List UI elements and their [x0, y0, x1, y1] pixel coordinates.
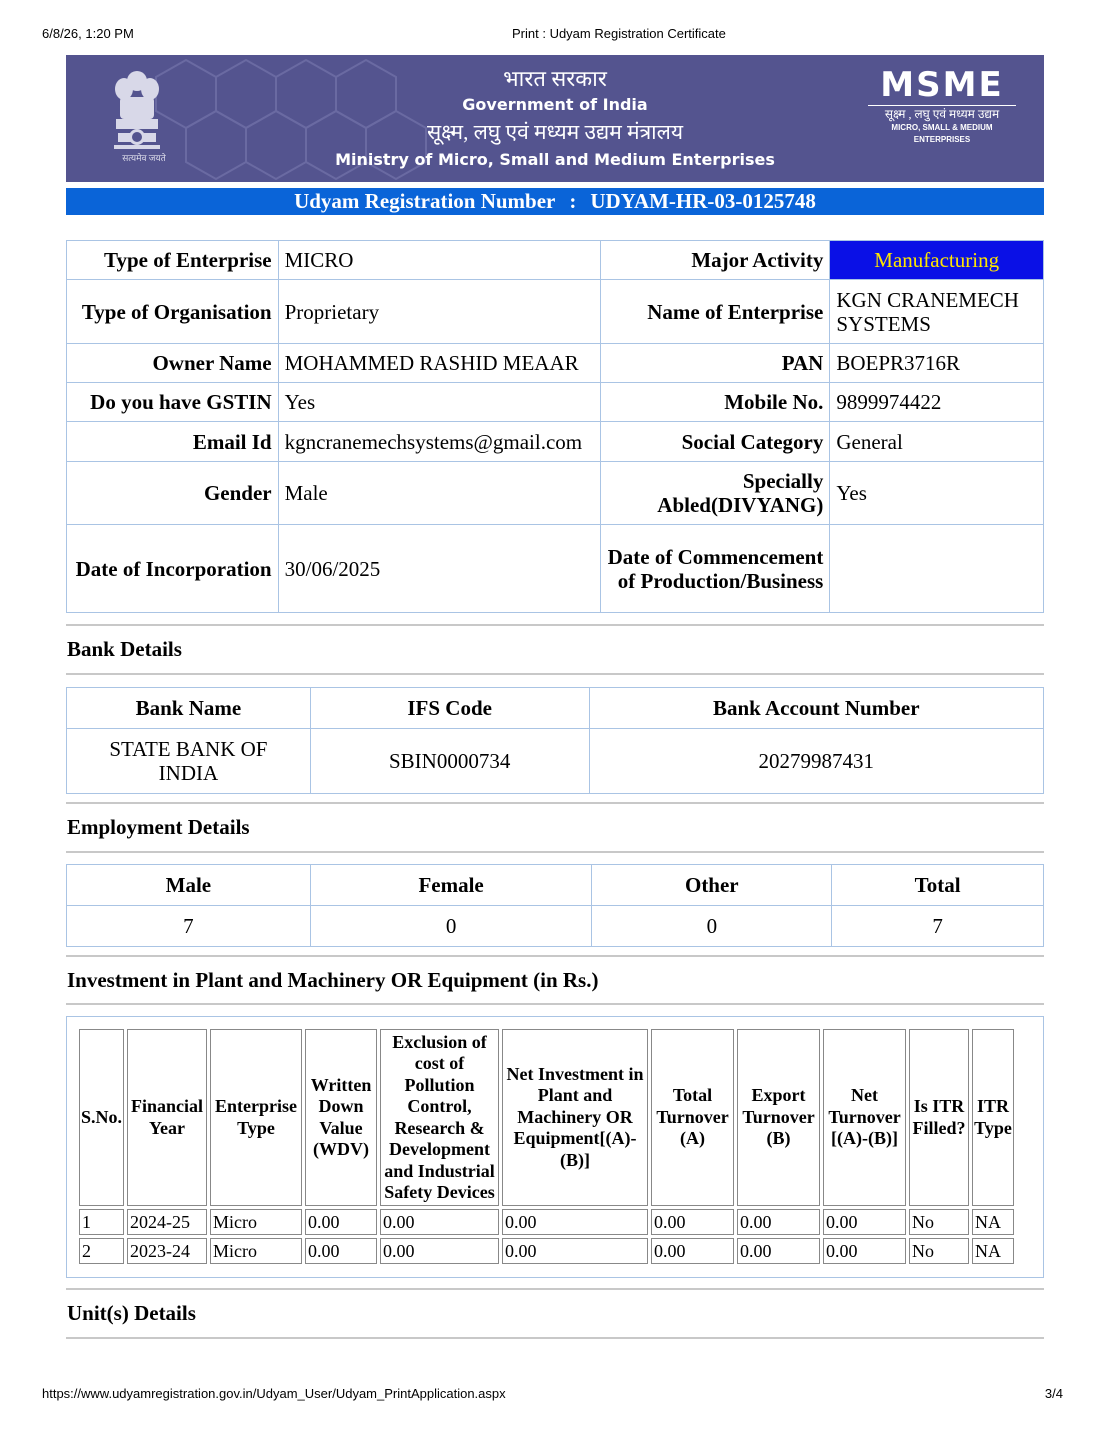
detail-value [830, 525, 1044, 613]
divider [66, 1003, 1044, 1005]
table-cell: 0.00 [737, 1238, 820, 1264]
table-cell: 0.00 [651, 1209, 734, 1235]
table-cell: 0.00 [380, 1209, 499, 1235]
table-row [67, 462, 1044, 525]
table-header-row [67, 688, 1044, 729]
table-cell: 0.00 [305, 1209, 377, 1235]
divider [66, 851, 1044, 853]
hindi-government-title: भारत सरकार [503, 66, 607, 91]
page-number: 3/4 [1044, 1386, 1063, 1401]
english-ministry-title: Ministry of Micro, Small and Medium Enterprises [335, 150, 775, 169]
bank-details-title: Bank Details [67, 637, 182, 661]
detail-value: Proprietary [278, 280, 600, 344]
detail-value: Yes [830, 462, 1044, 525]
table-cell: 0.00 [823, 1209, 906, 1235]
detail-label: Owner Name [67, 344, 279, 383]
column-header: Male [67, 865, 311, 906]
divider [66, 1337, 1044, 1339]
column-header: Net Turnover [(A)-(B)] [823, 1029, 906, 1206]
investment-title: Investment in Plant and Machinery OR Equipment (in Rs.) [67, 968, 599, 992]
table-header-row [79, 1029, 1014, 1206]
table-row [67, 383, 1044, 422]
table-row [67, 241, 1044, 280]
detail-value: Yes [278, 383, 600, 422]
detail-label: Type of Enterprise [67, 241, 279, 280]
column-header: Total Turnover (A) [651, 1029, 734, 1206]
table-cell: 0.00 [823, 1238, 906, 1264]
column-header: Other [592, 865, 832, 906]
msme-logo-english: MICRO, SMALL & MEDIUM ENTERPRISES [891, 123, 993, 144]
government-banner [66, 55, 1044, 182]
divider [66, 802, 1044, 804]
print-datetime: 6/8/26, 1:20 PM [42, 26, 134, 41]
employment-details-title: Employment Details [67, 815, 250, 839]
print-footer [42, 1386, 1063, 1404]
detail-value: BOEPR3716R [830, 344, 1044, 383]
table-cell: 2023-24 [127, 1238, 207, 1264]
print-header [42, 26, 1063, 44]
units-details-title: Unit(s) Details [67, 1301, 196, 1325]
registration-label: Udyam Registration Number [294, 189, 556, 213]
divider [66, 624, 1044, 626]
registration-separator: : [569, 189, 577, 213]
table-cell: 0.00 [380, 1238, 499, 1264]
msme-logo-word: MSME [880, 65, 1004, 105]
detail-value: KGN CRANEMECH SYSTEMS [830, 280, 1044, 344]
major-activity-value: Manufacturing [830, 241, 1044, 280]
column-header: Female [310, 865, 592, 906]
detail-label: Type of Organisation [67, 280, 279, 344]
table-cell: Micro [210, 1209, 302, 1235]
detail-label: Gender [67, 462, 279, 525]
msme-logo [868, 67, 1016, 147]
table-cell: 0.00 [305, 1238, 377, 1264]
bank-name-cell: STATE BANK OF INDIA [67, 729, 311, 794]
total-count-cell: 7 [832, 906, 1044, 947]
registration-number-bar [66, 188, 1044, 215]
detail-value: MOHAMMED RASHID MEAAR [278, 344, 600, 383]
divider [66, 1288, 1044, 1290]
detail-label: Name of Enterprise [600, 280, 830, 344]
detail-label: Email Id [67, 422, 279, 462]
table-cell: 1 [79, 1209, 124, 1235]
detail-value: 9899974422 [830, 383, 1044, 422]
msme-logo-hindi: सूक्ष्म , लघु एवं मध्यम उद्यम [868, 105, 1016, 122]
divider [66, 673, 1044, 675]
table-cell: NA [972, 1209, 1014, 1235]
female-count-cell: 0 [310, 906, 592, 947]
detail-label: Major Activity [600, 241, 830, 280]
male-count-cell: 7 [67, 906, 311, 947]
table-row [79, 1209, 1014, 1235]
detail-value: 30/06/2025 [278, 525, 600, 613]
detail-value: Male [278, 462, 600, 525]
table-row [67, 729, 1044, 794]
emblem-motto: सत्यमेव जयते [122, 153, 166, 163]
column-header: Export Turnover (B) [737, 1029, 820, 1206]
table-row [67, 525, 1044, 613]
table-cell: 0.00 [651, 1238, 734, 1264]
table-cell: 0.00 [502, 1209, 648, 1235]
column-header: Is ITR Filled? [909, 1029, 969, 1206]
column-header: IFS Code [310, 688, 589, 729]
enterprise-details-table [66, 240, 1044, 613]
detail-label: Date of Commencement of Production/Business [600, 525, 830, 613]
table-header-row [67, 865, 1044, 906]
table-row [67, 280, 1044, 344]
detail-label: Mobile No. [600, 383, 830, 422]
table-row [67, 344, 1044, 383]
table-cell: 2 [79, 1238, 124, 1264]
employment-details-table [66, 864, 1044, 947]
table-cell: No [909, 1209, 969, 1235]
detail-label: PAN [600, 344, 830, 383]
column-header: Net Investment in Plant and Machinery OR Equipment[(A)-(B)] [502, 1029, 648, 1206]
detail-label: Do you have GSTIN [67, 383, 279, 422]
detail-label: Social Category [600, 422, 830, 462]
column-header: S.No. [79, 1029, 124, 1206]
column-header: ITR Type [972, 1029, 1014, 1206]
column-header: Bank Name [67, 688, 311, 729]
table-cell: 0.00 [737, 1209, 820, 1235]
registration-number: UDYAM-HR-03-0125748 [590, 189, 816, 213]
column-header: Written Down Value (WDV) [305, 1029, 377, 1206]
print-url: https://www.udyamregistration.gov.in/Udyam_User/Udyam_PrintApplication.aspx [42, 1386, 506, 1401]
table-cell: 0.00 [502, 1238, 648, 1264]
table-row [67, 906, 1044, 947]
investment-table-container [66, 1016, 1044, 1278]
column-header: Bank Account Number [589, 688, 1043, 729]
print-title: Print : Udyam Registration Certificate [512, 26, 726, 41]
bank-details-table [66, 687, 1044, 794]
ifs-code-cell: SBIN0000734 [310, 729, 589, 794]
table-cell: No [909, 1238, 969, 1264]
column-header: Total [832, 865, 1044, 906]
divider [66, 955, 1044, 957]
other-count-cell: 0 [592, 906, 832, 947]
column-header: Financial Year [127, 1029, 207, 1206]
column-header: Enterprise Type [210, 1029, 302, 1206]
detail-value: General [830, 422, 1044, 462]
detail-value: MICRO [278, 241, 600, 280]
detail-label: Date of Incorporation [67, 525, 279, 613]
hindi-ministry-title: सूक्ष्म, लघु एवं मध्यम उद्यम मंत्रालय [426, 120, 684, 144]
account-number-cell: 20279987431 [589, 729, 1043, 794]
table-cell: Micro [210, 1238, 302, 1264]
detail-value: kgncranemechsystems@gmail.com [278, 422, 600, 462]
table-row [79, 1238, 1014, 1264]
table-cell: 2024-25 [127, 1209, 207, 1235]
investment-table [76, 1026, 1017, 1267]
table-cell: NA [972, 1238, 1014, 1264]
table-row [67, 422, 1044, 462]
detail-label: Specially Abled(DIVYANG) [600, 462, 830, 525]
english-government-title: Government of India [462, 95, 648, 114]
column-header: Exclusion of cost of Pollution Control, Research & Development and Industrial Safety Devices [380, 1029, 499, 1206]
